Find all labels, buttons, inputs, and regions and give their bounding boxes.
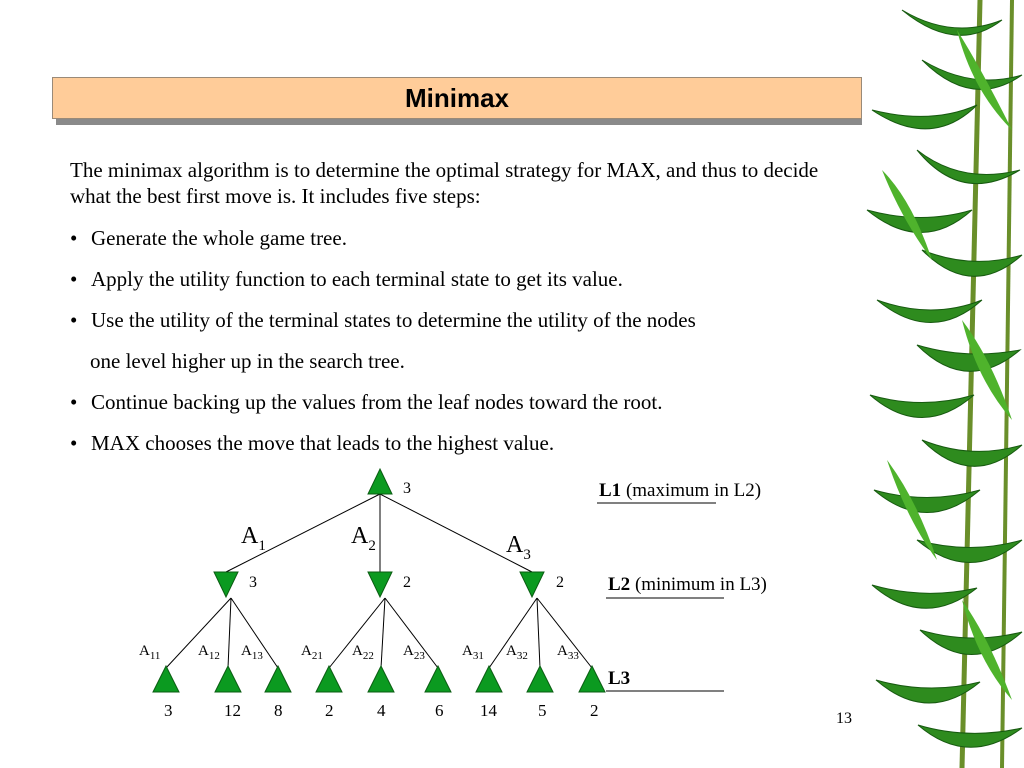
leaf-branch-label: $A_{13}$ bbox=[241, 643, 263, 662]
page-number: 13 bbox=[836, 710, 852, 727]
tree-edge bbox=[537, 598, 540, 668]
leaf-value: 5 bbox=[538, 701, 547, 720]
bullet-text: MAX chooses the move that leads to the highest value. bbox=[91, 431, 555, 455]
bullet-text: Continue backing up the values from the leaf nodes toward the root. bbox=[91, 390, 663, 414]
leaf-branch-label: $A_{31}$ bbox=[462, 643, 484, 662]
leaf-branch-label: $A_{32}$ bbox=[506, 643, 528, 662]
leaf-value: 3 bbox=[164, 701, 173, 720]
intro-paragraph: The minimax algorithm is to determine the optimal strategy for MAX, and thus to decide what the best first move is. It includes five steps: bbox=[70, 158, 819, 208]
leaf-node bbox=[579, 666, 605, 692]
bullet-dot: • bbox=[70, 226, 78, 250]
min-node bbox=[368, 572, 392, 597]
leaf-node bbox=[527, 666, 553, 692]
branch-label bbox=[351, 523, 376, 554]
level-label-l1: L1 (maximum in L2) bbox=[599, 480, 762, 501]
bullet-dot: • bbox=[70, 431, 78, 455]
leaf-branch-label: $A_{12}$ bbox=[198, 643, 220, 662]
leaf-value: 2 bbox=[590, 701, 599, 720]
leaf-branch-label: $A_{33}$ bbox=[557, 643, 579, 662]
branch-subscript: 1 bbox=[258, 538, 266, 554]
min-node-value: 2 bbox=[403, 574, 411, 591]
bullet-text: Use the utility of the terminal states to determine the utility of the nodes bbox=[91, 308, 696, 332]
bullet-text: Generate the whole game tree. bbox=[91, 226, 347, 250]
min-node-value: 2 bbox=[556, 574, 564, 591]
branch-label bbox=[506, 532, 531, 563]
branch-letter: A bbox=[351, 523, 369, 549]
min-node-value: 3 bbox=[249, 574, 257, 591]
leaf-value: 6 bbox=[435, 701, 444, 720]
root-max-node bbox=[368, 469, 392, 494]
branch-subscript: 2 bbox=[368, 538, 376, 554]
branch-label bbox=[241, 523, 266, 554]
min-node bbox=[214, 572, 238, 597]
level-label-l3: L3 bbox=[608, 668, 631, 689]
bullet-continuation: one level higher up in the search tree. bbox=[90, 349, 405, 373]
branch-letter: A bbox=[241, 523, 259, 549]
leaf-node bbox=[316, 666, 342, 692]
leaf-value: 12 bbox=[224, 701, 241, 720]
leaf-branch-label: $A_{23}$ bbox=[403, 643, 425, 662]
min-node bbox=[520, 572, 544, 597]
leaf-value: 2 bbox=[325, 701, 334, 720]
tree-edge bbox=[381, 598, 385, 668]
leaf-value: 14 bbox=[480, 701, 497, 720]
bullet-dot: • bbox=[70, 308, 78, 332]
leaf-branch-label: $A_{21}$ bbox=[301, 643, 323, 662]
bullet-text: Apply the utility function to each terminal state to get its value. bbox=[91, 267, 623, 291]
leaf-value: 4 bbox=[377, 701, 386, 720]
leaf-node bbox=[476, 666, 502, 692]
branch-subscript: 3 bbox=[523, 547, 531, 563]
bullet-dot: • bbox=[70, 390, 78, 414]
level-label-l2: L2 (minimum in L3) bbox=[608, 574, 767, 595]
leaf-node bbox=[425, 666, 451, 692]
leaf-node bbox=[265, 666, 291, 692]
slide-title: Minimax bbox=[404, 82, 510, 113]
root-value: 3 bbox=[403, 480, 411, 497]
leaf-node bbox=[215, 666, 241, 692]
bamboo-leaves-icon bbox=[862, 0, 1024, 768]
leaf-node bbox=[153, 666, 179, 692]
leaf-value: 8 bbox=[274, 701, 283, 720]
leaf-branch-label: $A_{22}$ bbox=[352, 643, 374, 662]
branch-letter: A bbox=[506, 532, 524, 558]
leaf-branch-label: $A_{11}$ bbox=[139, 643, 161, 662]
bullet-dot: • bbox=[70, 267, 78, 291]
leaf-node bbox=[368, 666, 394, 692]
tree-edge bbox=[228, 598, 231, 668]
